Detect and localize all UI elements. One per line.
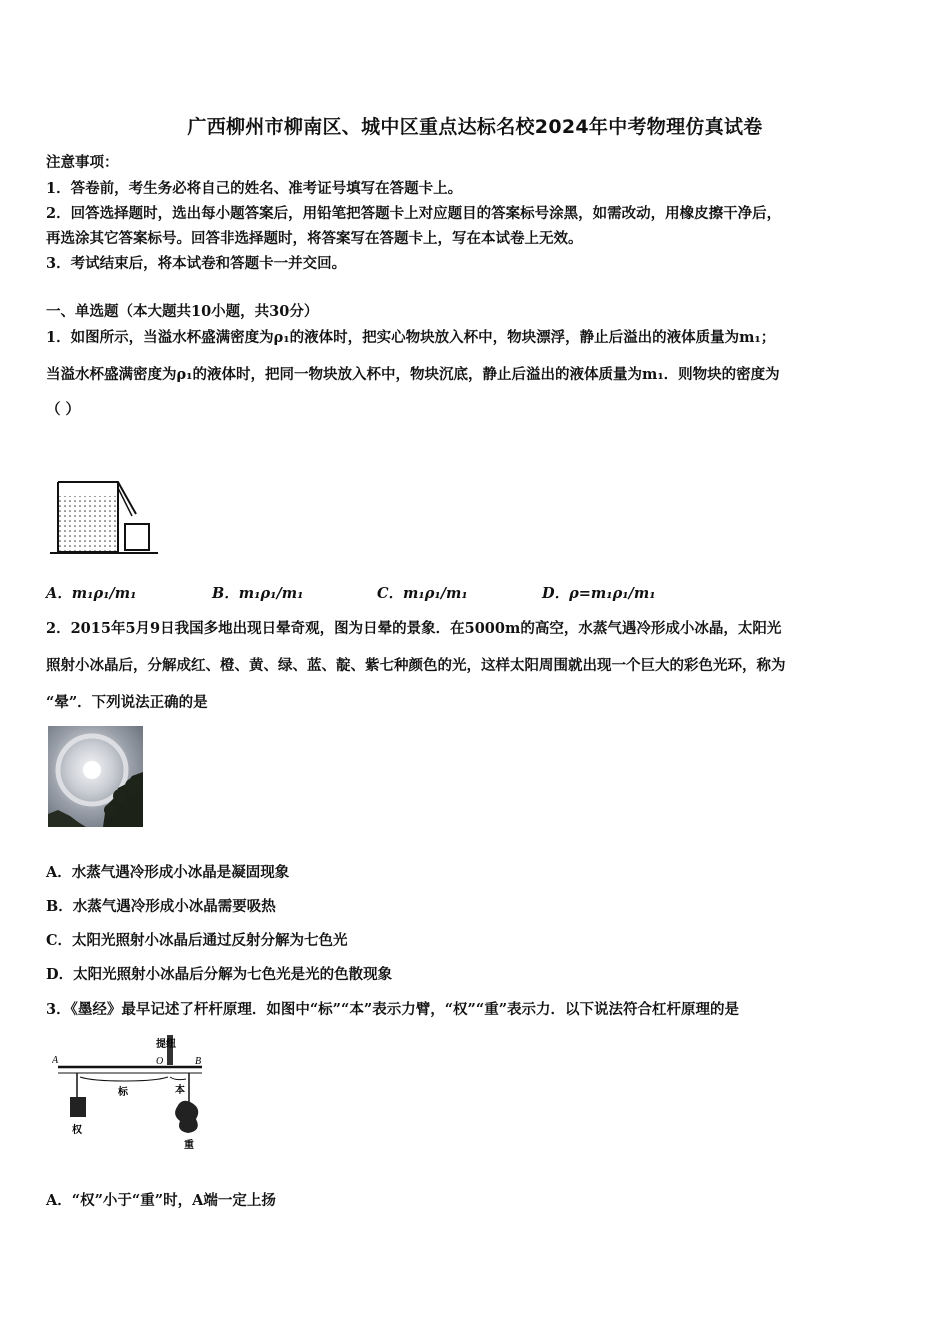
q3-text: 3．《墨经》最早记述了杆杆原理．如图中“标”“本”表示力臂，“权”“重”表示力．以下说法符合杠杆原理的是 bbox=[46, 1001, 740, 1018]
notice-item: 3．考试结束后，将本试卷和答题卡一并交回。 bbox=[46, 255, 347, 272]
option-text: m₁ρ₁/m₁ bbox=[238, 585, 304, 602]
q3-option-a[interactable]: A．“权”小于“重”时，A端一定上扬 bbox=[46, 1192, 276, 1209]
lever-label-zhong: 重 bbox=[184, 1140, 194, 1151]
option-label: D． bbox=[542, 585, 570, 602]
option-text: ρ=m₁ρ₁/m₁ bbox=[569, 585, 656, 602]
q1-option-a[interactable] bbox=[46, 585, 136, 603]
notice-item: 1．答卷前，考生务必将自己的姓名、准考证号填写在答题卡上。 bbox=[46, 180, 463, 197]
lever-label-ben: 本 bbox=[175, 1085, 185, 1096]
q1-option-b[interactable] bbox=[212, 585, 303, 603]
notice-item: 2．回答选择题时，选出每小题答案后，用铅笔把答题卡上对应题目的答案标号涂黑，如需改动，用橡皮擦干净后， bbox=[46, 205, 782, 222]
section-heading: 一、单选题（本大题共10小题，共30分） bbox=[46, 303, 319, 320]
sun-halo-photo bbox=[48, 726, 143, 827]
q1-text: 1．如图所示，当溢水杯盛满密度为ρ₁的液体时，把实心物块放入杯中，物块漂浮，静止后溢出的液体质量为m₁； bbox=[46, 329, 776, 346]
lever-label-tinui: 提纽 bbox=[156, 1039, 176, 1050]
notice-heading: 注意事项： bbox=[46, 154, 119, 171]
q2-option-b[interactable]: B．水蒸气遇冷形成小冰晶需要吸热 bbox=[46, 898, 276, 915]
q1-option-c[interactable] bbox=[377, 585, 468, 603]
page-title: 广西柳州市柳南区、城中区重点达标名校2024年中考物理仿真试卷 bbox=[187, 116, 763, 138]
q1-text: （ ） bbox=[46, 401, 81, 418]
option-label: C． bbox=[377, 585, 404, 602]
option-label: B． bbox=[212, 585, 239, 602]
overflow-cup-figure bbox=[48, 474, 163, 559]
q2-option-d[interactable]: D．太阳光照射小冰晶后分解为七色光是光的色散现象 bbox=[46, 966, 393, 983]
option-text: m₁ρ₁/m₁ bbox=[71, 585, 137, 602]
lever-label-quan: 权 bbox=[72, 1125, 82, 1136]
lever-label-o: O bbox=[156, 1056, 164, 1067]
option-text: m₁ρ₁/m₁ bbox=[403, 585, 468, 602]
q2-text: 2．2015年5月9日我国多地出现日晕奇观，图为日晕的景象．在5000m的高空，水蒸气遇冷形成小冰晶，太阳光 bbox=[46, 620, 782, 637]
q1-text: 当溢水杯盛满密度为ρ₁的液体时，把同一物块放入杯中，物块沉底，静止后溢出的液体质量为m₁．则物块的密度为 bbox=[46, 366, 780, 383]
q2-text: “晕”．下列说法正确的是 bbox=[46, 694, 208, 711]
lever-label-b: B bbox=[195, 1056, 202, 1067]
q2-text: 照射小冰晶后，分解成红、橙、黄、绿、蓝、靛、紫七种颜色的光，这样太阳周围就出现一个巨大的彩色光环，称为 bbox=[46, 657, 786, 674]
q2-option-c[interactable]: C．太阳光照射小冰晶后通过反射分解为七色光 bbox=[46, 932, 348, 949]
q2-option-a[interactable]: A．水蒸气遇冷形成小冰晶是凝固现象 bbox=[46, 864, 290, 881]
option-label: A． bbox=[46, 585, 72, 602]
q1-option-d[interactable] bbox=[542, 585, 656, 603]
lever-figure bbox=[52, 1035, 212, 1155]
lever-label-biao: 标 bbox=[118, 1087, 128, 1098]
notice-item: 再选涂其它答案标号。回答非选择题时，将答案写在答题卡上，写在本试卷上无效。 bbox=[46, 230, 583, 247]
lever-label-a: A bbox=[52, 1055, 59, 1066]
